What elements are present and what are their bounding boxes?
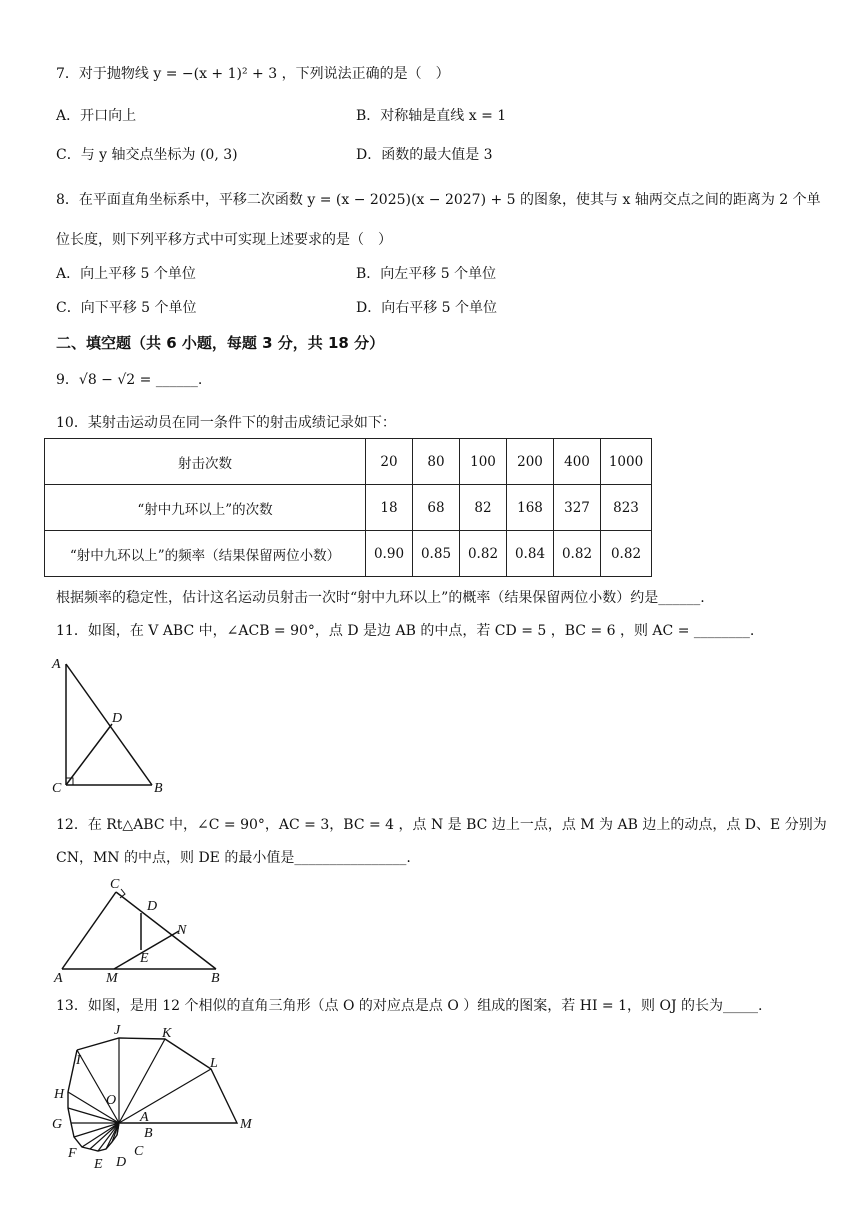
q11-text: 11．如图，在 V ABC 中，∠ACB = 90°，点 D 是边 AB 的中点，若 CD = 5 ，BC = 6 ，则 AC = ________.	[56, 623, 755, 639]
table-cell: 327	[554, 485, 601, 531]
q13-label-m: M	[240, 1117, 252, 1132]
table-cell: 0.84	[507, 531, 554, 577]
q11-label-c: C	[52, 781, 62, 796]
q12-label-b: B	[211, 971, 220, 986]
table-cell: 100	[460, 439, 507, 485]
table-cell: 20	[366, 439, 413, 485]
q11-figure	[44, 652, 194, 797]
table-cell: 68	[413, 485, 460, 531]
table-cell: 0.82	[554, 531, 601, 577]
q8-option-d: D．向右平移 5 个单位	[356, 300, 498, 316]
q12-label-n: N	[177, 923, 187, 938]
q13-label-g: G	[52, 1117, 63, 1132]
table-row	[45, 485, 652, 531]
table-cell: 射击次数	[45, 439, 366, 485]
q13-label-d: D	[116, 1155, 127, 1170]
table-row	[45, 531, 652, 577]
q12-line2: CN，MN 的中点，则 DE 的最小值是________________.	[56, 850, 411, 866]
table-cell: 200	[507, 439, 554, 485]
table-cell: 0.82	[601, 531, 652, 577]
q7-stem: 7．对于抛物线 y = −(x + 1)² + 3 ，下列说法正确的是（ ）	[56, 66, 450, 82]
table-cell: 80	[413, 439, 460, 485]
q13-label-i: I	[76, 1053, 81, 1068]
q13-label-c: C	[134, 1144, 144, 1159]
q10-intro: 10．某射击运动员在同一条件下的射击成绩记录如下：	[56, 415, 396, 431]
table-cell: 0.90	[366, 531, 413, 577]
q8-option-a: A．向上平移 5 个单位	[56, 266, 196, 282]
q9-text: 9．√8 − √2 = ______.	[56, 372, 203, 388]
q13-label-o: O	[106, 1093, 117, 1108]
table-cell: 82	[460, 485, 507, 531]
q8-option-b: B．向左平移 5 个单位	[356, 266, 497, 282]
table-cell: “射中九环以上”的频率（结果保留两位小数）	[45, 531, 366, 577]
table-cell: 0.82	[460, 531, 507, 577]
table-cell: 823	[601, 485, 652, 531]
q13-label-l: L	[210, 1056, 218, 1071]
q13-label-e: E	[94, 1157, 103, 1172]
q7-option-b: B．对称轴是直线 x = 1	[356, 108, 507, 124]
q12-label-e: E	[140, 951, 149, 966]
q12-line1: 12．在 Rt△ABC 中，∠C = 90°，AC = 3，BC = 4 ，点 N 是 BC 边上一点，点 M 为 AB 边上的动点，点 D、E 分别为	[56, 817, 827, 833]
table-cell: 168	[507, 485, 554, 531]
q13-label-k: K	[162, 1026, 172, 1041]
table-cell: 0.85	[413, 531, 460, 577]
q7-option-d: D．函数的最大值是 3	[356, 147, 493, 163]
table-cell: “射中九环以上”的次数	[45, 485, 366, 531]
q13-label-f: F	[68, 1146, 77, 1161]
q13-text: 13．如图，是用 12 个相似的直角三角形（点 O 的对应点是点 O ）组成的图案，若 HI = 1，则 OJ 的长为_____.	[56, 998, 763, 1014]
q13-figure	[44, 1022, 284, 1177]
q11-label-b: B	[154, 781, 163, 796]
table-row	[45, 439, 652, 485]
q12-label-a: A	[54, 971, 63, 986]
q13-label-h: H	[54, 1087, 65, 1102]
section-title-fill-in: 二、填空题（共 6 小题，每题 3 分，共 18 分）	[56, 334, 385, 352]
table-cell: 18	[366, 485, 413, 531]
q12-label-c: C	[110, 877, 120, 892]
q11-label-a: A	[52, 657, 61, 672]
q8-stem-line1: 8．在平面直角坐标系中，平移二次函数 y = (x − 2025)(x − 2027) + 5 的图象，使其与 x 轴两交点之间的距离为 2 个单	[56, 192, 821, 208]
q8-option-c: C．向下平移 5 个单位	[56, 300, 197, 316]
q7-option-c: C．与 y 轴交点坐标为 (0, 3)	[56, 147, 238, 163]
q13-label-a: A	[140, 1110, 149, 1125]
q8-stem-line2: 位长度，则下列平移方式中可实现上述要求的是（ ）	[56, 232, 392, 248]
q11-label-d: D	[112, 711, 123, 726]
q12-label-m: M	[106, 971, 118, 986]
q7-option-a: A．开口向上	[56, 108, 137, 124]
q10-after: 根据频率的稳定性，估计这名运动员射击一次时“射中九环以上”的概率（结果保留两位小数）约是______.	[56, 590, 705, 606]
q12-label-d: D	[147, 899, 158, 914]
q13-label-j: J	[114, 1023, 121, 1038]
q13-label-b: B	[144, 1126, 153, 1141]
table-cell: 1000	[601, 439, 652, 485]
q10-table	[44, 438, 652, 577]
table-cell: 400	[554, 439, 601, 485]
q12-figure	[44, 872, 244, 987]
